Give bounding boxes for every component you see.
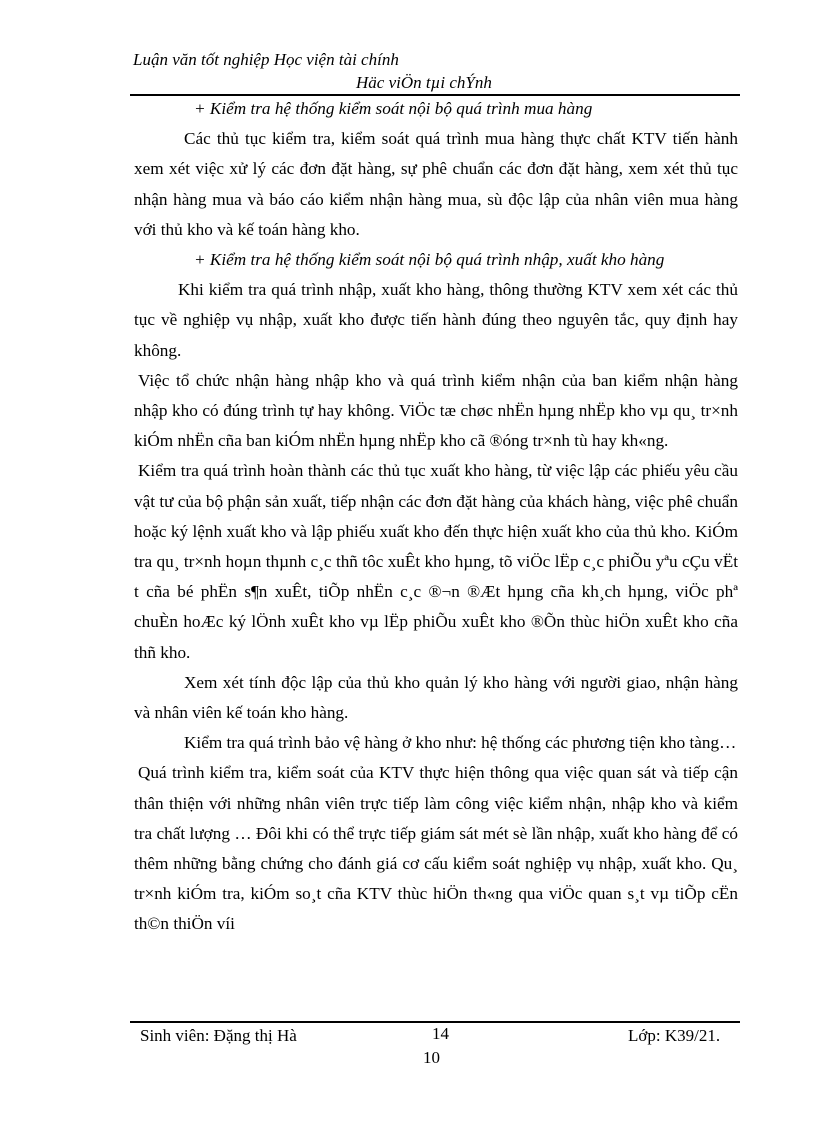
footer-page-number: 14 <box>432 1024 449 1043</box>
footer-rule <box>130 1021 740 1023</box>
paragraph-issuing: Kiểm tra quá trình hoàn thành các thủ tục xuất kho hàng, từ việc lập các phiếu yêu cầu vật tư của bộ phận sản xuất, tiếp nhận các đơn đặt hàng của khách hàng, việc phê chuẩn hoặc ký lệnh xuất kho và lập phiếu xuất kho đến thực hiện xuất kho của thủ kho. KiÓm tra qu¸ tr×nh hoµn thµnh c¸c thñ tôc xuÊt kho hµng, tõ viÖc lËp c¸c phiÕu yªu cÇu vËt t cña bé phËn s¶n xuÊt, tiÕp nhËn c¸c ®¬n ®Æt hµng cña kh¸ch hµng, viÖc phª chuÈn hoÆc ký lÖnh xuÊt kho vµ lËp phiÕu xuÊt kho ®Õn thùc hiÖn xuÊt kho cña thñ kho. <box>134 461 738 662</box>
footer-student: Sinh viên: Đặng thị Hà <box>140 1026 297 1045</box>
paragraph-independence: Xem xét tính độc lập của thủ kho quản lý kho hàng với người giao, nhận hàng và nhân viên kế toán kho hàng. <box>134 672 738 723</box>
paragraph-receiving: Việc tổ chức nhận hàng nhập kho và quá trình kiểm nhận của ban kiểm nhận hàng nhập kho có đúng trình tự hay không. ViÖc tæ chøc nhËn hµng nhËp kho vµ qu¸ tr×nh kiÓm nhËn cña ban kiÓm nhËn hµng nhËp kho cã ®óng tr×nh tù hay kh«ng. <box>134 370 738 451</box>
section-heading-stock-control: + Kiểm tra hệ thống kiểm soát nội bộ quá trình nhập, xuất kho hàng <box>194 250 665 270</box>
paragraph-purchase-procedures: Các thủ tục kiểm tra, kiểm soát quá trình mua hàng thực chất KTV tiến hành xem xét việc xử lý các đơn đặt hàng, sự phê chuẩn các đơn đặt hàng, xem xét thủ tục nhận hàng mua và báo cáo kiểm nhận hàng mua, sù độc lập của nhân viên mua hàng với thủ kho và kế toán hàng kho. <box>134 129 738 239</box>
document-body <box>134 94 738 940</box>
section-heading-purchase-control: + Kiểm tra hệ thống kiểm soát nội bộ quá trình mua hàng <box>194 99 593 118</box>
paragraph-observation: Quá trình kiểm tra, kiểm soát của KTV thực hiện thông qua việc quan sát và tiếp cận thân thiện với những nhân viên trực tiếp làm công việc kiểm nhận, nhập kho và kiểm tra chất lượng … Đôi khi có thể trực tiếp giám sát mét sè lần nhập, xuất kho hàng để có thêm những bằng chứng cho đánh giá cơ cấu kiểm soát nghiệp vụ nhập, xuất kho. Qu¸ tr×nh kiÓm tra, kiÓm so¸t cña KTV thùc hiÖn th«ng qua viÖc quan s¸t vµ tiÕp cËn th©n thiÖn víi <box>134 763 738 934</box>
paragraph-stock-check: Khi kiểm tra quá trình nhập, xuất kho hàng, thông thường KTV xem xét các thủ tục về nghiệp vụ nhập, xuất kho được tiến hành đúng theo nguyên tắc, quy định hay không. <box>134 280 738 360</box>
footer-page-number-secondary: 10 <box>423 1048 440 1067</box>
footer-class: Lớp: K39/21. <box>628 1026 721 1045</box>
header-title-legacy: Häc viÖn tµi chÝnh <box>356 73 492 92</box>
header-title: Luận văn tốt nghiệp Học viện tài chính <box>133 50 399 69</box>
paragraph-protection: Kiểm tra quá trình bảo vệ hàng ở kho như: hệ thống các phương tiện kho tàng… <box>184 733 737 753</box>
